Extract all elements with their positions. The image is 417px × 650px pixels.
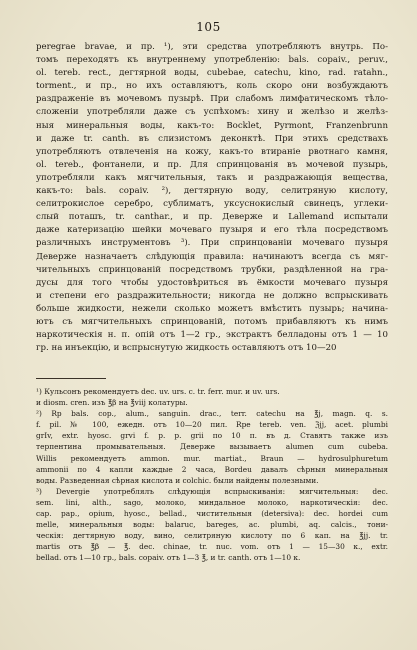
footnote-line: ²) Rp bals. cop., alum., sanguin. drac., terr. catechu на ℥j, magn. q. s.: [36, 409, 388, 419]
text-line: torment., и пр., но ихъ оставляютъ, коль скоро они возбуждаютъ: [36, 81, 388, 92]
text-line: сложеніи употребляли даже съ успѣхомъ: хину и желѣзо и желѣз-: [36, 107, 388, 118]
text-line: ныя минеральныя воды, какъ-то: Bocklet, Pyrmont, Franzenbrunn: [36, 120, 388, 131]
text-line: наркотическія н. п. опій отъ 1—2 гр., экстрактъ белладоны отъ 1 — 10: [36, 330, 388, 341]
footnote-line: ³) Devergie употреблялъ слѣдующія вспрыскиванія: мягчительныя: dec.: [36, 486, 388, 496]
text-line: и степени его раздражительности; никогда не должно вспрыскивать: [36, 290, 388, 301]
text-line: ol. tereb., фонтанели, и пр. Для спринцованія въ мочевой пузырь,: [36, 159, 388, 170]
page-number: 105: [196, 20, 221, 34]
footnote-line: melle, минеральныя воды: balaruc, bareges, ac. plumbi, aq. calcis., тони-: [36, 520, 388, 530]
footnote-line: martis отъ ℥β — ℥. dec. chinae, tr. nuc. vom. отъ 1 — 15—30 к., extr.: [36, 542, 388, 552]
main-text: [36, 41, 388, 355]
text-line: peregrae bravae, и пр. ¹), эти средства употребляютъ внутрь. По-: [36, 42, 388, 52]
footnotes: [36, 386, 388, 564]
text-line: употребляютъ отвлеченія на кожу, какъ-то втираніе рвотнаго камня,: [36, 146, 388, 157]
text-line: чительныхъ спринцованій посредствомъ трубки, раздѣленной на гра-: [36, 264, 388, 275]
text-line: раздраженіе въ мочевомъ пузырѣ. При слабомъ лимфатическомъ тѣло-: [36, 94, 388, 105]
footnote-line: grIv, extr. hyosc. grvi f. p. p. grii по 10 п. въ д. Ставятъ также изъ: [36, 431, 388, 441]
text-line: ol. tereb. rect., дегтярной воды, cubebae, catechu, kino, rad. ratahn.,: [36, 68, 388, 79]
footnote-line: ческія: дегтярную воду, вино, селитряную кислоту по 6 кап. на ℥jj. tr.: [36, 531, 388, 541]
text-line: употребляли какъ мягчительныя, такъ и раздражающія вещества,: [36, 172, 388, 183]
text-line: и даже tr. canth. въ слизистомъ деконктѣ. При этихъ средствахъ: [36, 133, 388, 144]
text-line: селитрокислое серебро, сублиматъ, уксуснокислый свинецъ, углеки-: [36, 199, 388, 210]
text-line: различныхъ инструментовъ ³). При спринцованіи мочеваго пузыря: [36, 238, 388, 249]
footnote-line: sem. lini, alth., sago, молоко, миндальное молоко, наркотическія: dec.: [36, 497, 388, 507]
footnote-line: bellad. отъ 1—10 гр., bals. copaiv. отъ 1—3 ℥, и tr. canth. отъ 1—10 к.: [36, 553, 301, 563]
text-line: даже катеризацію шейки мочеваго пузыря и его тѣла посредствомъ: [36, 225, 388, 236]
text-line: какъ-то: bals. copaiv. ²), дегтярную воду, селитряную кислоту,: [36, 186, 388, 197]
footnote-line: терпентина промывательныя. Деверже вызываетъ alumen cum cubeba.: [36, 442, 388, 452]
footnote-line: и diosm. cren. изъ ℥β на ℥viij колатуры.: [36, 398, 188, 408]
footnote-line: ¹) Кульсонъ рекомендуетъ dec. uv. urs. c. tr. ferr. mur. и uv. urs.: [36, 387, 280, 396]
text-line: дусы для того чтобы удостовѣриться въ ёмкости мочеваго пузыря: [36, 277, 388, 288]
text-line: больше жидкости, нежели сколько можетъ вмѣстить пузырь; начина-: [36, 303, 388, 314]
text-line: томъ переходятъ къ внутреннему употребленію: bals. copaiv., peruv.,: [36, 55, 388, 66]
text-line: Деверже назначаетъ слѣдующія правила: начинаютъ всегда съ мяг-: [36, 251, 388, 262]
text-line: ютъ съ мягчительныхъ спринцованій, потомъ прибавляютъ къ нимъ: [36, 316, 388, 327]
text-line: гр. на инъекцію, и вспрыснутую жидкость оставляютъ отъ 10—20: [36, 343, 337, 354]
footnote-line: cap. pap., opium, hyosc., bellad., чистительныя (detersiva): dec. hordei cum: [36, 509, 388, 519]
footnote-line: воды. Разведенная сѣрная кислота и colchic. были найдены полезными.: [36, 475, 319, 485]
footnote-line: f. pil. № 100, ежедн. отъ 10—20 пил. Rpe tereb. ven. ℨjj, acet. plumbi: [36, 420, 388, 430]
text-line: слый поташъ, tr. canthar., и пр. Деверже и Lallemand испытали: [36, 212, 388, 223]
footnote-line: Willis рекомендуетъ ammon. mur. martiat., Braun — hydrosulphuretum: [36, 453, 388, 463]
footnote-divider: [36, 378, 106, 379]
footnote-line: ammonii по 4 капли каждые 2 часа, Bordeu давалъ сѣрныя минеральныя: [36, 464, 388, 474]
